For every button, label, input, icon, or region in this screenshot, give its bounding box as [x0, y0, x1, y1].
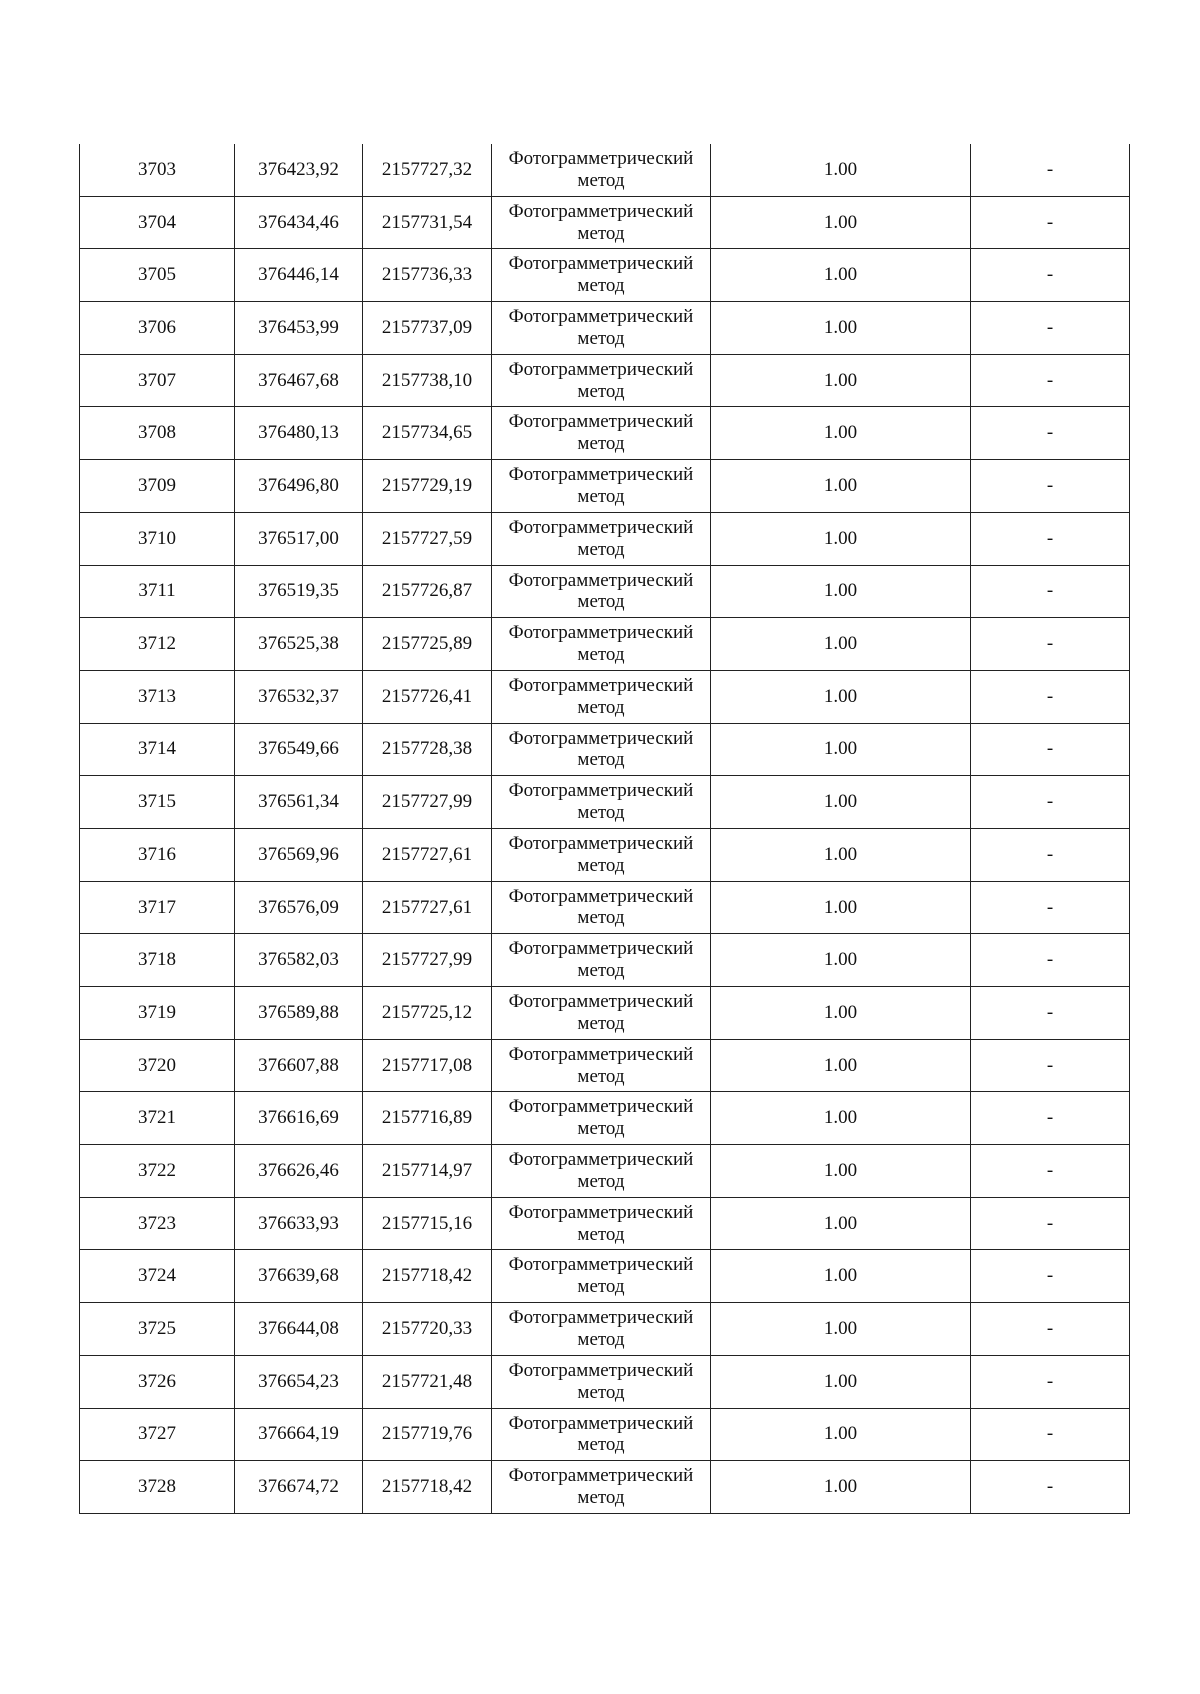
method-cell	[492, 354, 711, 407]
table-row	[80, 1250, 1130, 1303]
table-row	[80, 1092, 1130, 1145]
method-cell	[492, 1303, 711, 1356]
method-line-1: Фотограмметрический	[508, 306, 694, 328]
y-coordinate-cell: 2157716,89	[363, 1092, 492, 1145]
table-row	[80, 1145, 1130, 1198]
accuracy-cell: 1.00	[711, 196, 971, 249]
table-row	[80, 987, 1130, 1040]
accuracy-cell: 1.00	[711, 407, 971, 460]
point-number-cell: 3710	[80, 512, 235, 565]
accuracy-cell: 1.00	[711, 460, 971, 513]
note-cell: -	[971, 144, 1130, 196]
x-coordinate-cell: 376569,96	[235, 828, 363, 881]
accuracy-cell: 1.00	[711, 302, 971, 355]
note-cell: -	[971, 1408, 1130, 1461]
method-line-1: Фотограмметрический	[508, 1096, 694, 1118]
accuracy-cell: 1.00	[711, 828, 971, 881]
note-cell: -	[971, 354, 1130, 407]
method-cell	[492, 1250, 711, 1303]
x-coordinate-cell: 376434,46	[235, 196, 363, 249]
x-coordinate-cell: 376480,13	[235, 407, 363, 460]
table-row	[80, 302, 1130, 355]
x-coordinate-cell: 376626,46	[235, 1145, 363, 1198]
method-line-1: Фотограмметрический	[508, 1307, 694, 1329]
x-coordinate-cell: 376517,00	[235, 512, 363, 565]
x-coordinate-cell: 376589,88	[235, 987, 363, 1040]
method-line-2: метод	[577, 1065, 625, 1087]
accuracy-cell: 1.00	[711, 144, 971, 196]
method-line-2: метод	[577, 169, 625, 191]
method-line-1: Фотограмметрический	[508, 1412, 694, 1434]
y-coordinate-cell: 2157731,54	[363, 196, 492, 249]
point-number-cell: 3722	[80, 1145, 235, 1198]
y-coordinate-cell: 2157734,65	[363, 407, 492, 460]
table-row	[80, 618, 1130, 671]
table-row	[80, 196, 1130, 249]
method-line-2: метод	[577, 1487, 625, 1509]
point-number-cell: 3727	[80, 1408, 235, 1461]
y-coordinate-cell: 2157719,76	[363, 1408, 492, 1461]
method-cell	[492, 670, 711, 723]
note-cell: -	[971, 196, 1130, 249]
note-cell: -	[971, 934, 1130, 987]
method-cell	[492, 1092, 711, 1145]
method-line-1: Фотограмметрический	[508, 1149, 694, 1171]
accuracy-cell: 1.00	[711, 723, 971, 776]
method-line-2: метод	[577, 1434, 625, 1456]
y-coordinate-cell: 2157726,41	[363, 670, 492, 723]
table-row	[80, 1039, 1130, 1092]
table-row	[80, 565, 1130, 618]
point-number-cell: 3707	[80, 354, 235, 407]
x-coordinate-cell: 376453,99	[235, 302, 363, 355]
table-row	[80, 776, 1130, 829]
method-line-1: Фотограмметрический	[508, 1201, 694, 1223]
method-cell	[492, 407, 711, 460]
table-row	[80, 1303, 1130, 1356]
accuracy-cell: 1.00	[711, 1250, 971, 1303]
note-cell: -	[971, 1197, 1130, 1250]
method-line-1: Фотограмметрический	[508, 727, 694, 749]
note-cell: -	[971, 249, 1130, 302]
method-cell	[492, 144, 711, 196]
method-cell	[492, 987, 711, 1040]
method-line-2: метод	[577, 907, 625, 929]
table-row	[80, 407, 1130, 460]
note-cell: -	[971, 512, 1130, 565]
note-cell: -	[971, 987, 1130, 1040]
accuracy-cell: 1.00	[711, 1197, 971, 1250]
method-line-2: метод	[577, 275, 625, 297]
table-row	[80, 1408, 1130, 1461]
x-coordinate-cell: 376639,68	[235, 1250, 363, 1303]
table-row	[80, 934, 1130, 987]
x-coordinate-cell: 376616,69	[235, 1092, 363, 1145]
accuracy-cell: 1.00	[711, 1408, 971, 1461]
point-number-cell: 3716	[80, 828, 235, 881]
y-coordinate-cell: 2157737,09	[363, 302, 492, 355]
table-row	[80, 460, 1130, 513]
method-cell	[492, 1408, 711, 1461]
y-coordinate-cell: 2157725,12	[363, 987, 492, 1040]
note-cell: -	[971, 723, 1130, 776]
accuracy-cell: 1.00	[711, 1303, 971, 1356]
table-row	[80, 1461, 1130, 1514]
method-cell	[492, 776, 711, 829]
method-line-1: Фотограмметрический	[508, 1254, 694, 1276]
accuracy-cell: 1.00	[711, 1461, 971, 1514]
method-line-1: Фотограмметрический	[508, 674, 694, 696]
method-line-1: Фотограмметрический	[508, 938, 694, 960]
y-coordinate-cell: 2157728,38	[363, 723, 492, 776]
method-line-1: Фотограмметрический	[508, 516, 694, 538]
x-coordinate-cell: 376496,80	[235, 460, 363, 513]
accuracy-cell: 1.00	[711, 512, 971, 565]
point-number-cell: 3713	[80, 670, 235, 723]
method-line-1: Фотограмметрический	[508, 885, 694, 907]
method-cell	[492, 1355, 711, 1408]
table-row	[80, 1197, 1130, 1250]
method-line-2: метод	[577, 433, 625, 455]
accuracy-cell: 1.00	[711, 1039, 971, 1092]
y-coordinate-cell: 2157729,19	[363, 460, 492, 513]
point-number-cell: 3706	[80, 302, 235, 355]
table-row	[80, 828, 1130, 881]
accuracy-cell: 1.00	[711, 1092, 971, 1145]
method-line-2: метод	[577, 380, 625, 402]
y-coordinate-cell: 2157718,42	[363, 1461, 492, 1514]
method-cell	[492, 1461, 711, 1514]
x-coordinate-cell: 376664,19	[235, 1408, 363, 1461]
method-cell	[492, 1039, 711, 1092]
note-cell: -	[971, 618, 1130, 671]
point-number-cell: 3725	[80, 1303, 235, 1356]
method-cell	[492, 1197, 711, 1250]
method-cell	[492, 723, 711, 776]
point-number-cell: 3721	[80, 1092, 235, 1145]
method-line-1: Фотограмметрический	[508, 622, 694, 644]
x-coordinate-cell: 376446,14	[235, 249, 363, 302]
table-row	[80, 249, 1130, 302]
note-cell: -	[971, 881, 1130, 934]
point-number-cell: 3728	[80, 1461, 235, 1514]
note-cell: -	[971, 670, 1130, 723]
method-line-1: Фотограмметрический	[508, 569, 694, 591]
x-coordinate-cell: 376582,03	[235, 934, 363, 987]
method-line-2: метод	[577, 591, 625, 613]
x-coordinate-cell: 376532,37	[235, 670, 363, 723]
table-row	[80, 881, 1130, 934]
method-cell	[492, 302, 711, 355]
x-coordinate-cell: 376519,35	[235, 565, 363, 618]
point-number-cell: 3717	[80, 881, 235, 934]
x-coordinate-cell: 376467,68	[235, 354, 363, 407]
point-number-cell: 3720	[80, 1039, 235, 1092]
accuracy-cell: 1.00	[711, 618, 971, 671]
y-coordinate-cell: 2157715,16	[363, 1197, 492, 1250]
point-number-cell: 3723	[80, 1197, 235, 1250]
method-line-2: метод	[577, 696, 625, 718]
y-coordinate-cell: 2157727,99	[363, 776, 492, 829]
method-line-2: метод	[577, 1328, 625, 1350]
point-number-cell: 3724	[80, 1250, 235, 1303]
x-coordinate-cell: 376525,38	[235, 618, 363, 671]
note-cell: -	[971, 776, 1130, 829]
y-coordinate-cell: 2157736,33	[363, 249, 492, 302]
method-cell	[492, 512, 711, 565]
point-number-cell: 3704	[80, 196, 235, 249]
accuracy-cell: 1.00	[711, 1145, 971, 1198]
method-line-1: Фотограмметрический	[508, 1465, 694, 1487]
x-coordinate-cell: 376674,72	[235, 1461, 363, 1514]
accuracy-cell: 1.00	[711, 881, 971, 934]
accuracy-cell: 1.00	[711, 776, 971, 829]
y-coordinate-cell: 2157725,89	[363, 618, 492, 671]
accuracy-cell: 1.00	[711, 934, 971, 987]
y-coordinate-cell: 2157727,32	[363, 144, 492, 196]
method-line-1: Фотограмметрический	[508, 464, 694, 486]
method-line-2: метод	[577, 1170, 625, 1192]
note-cell: -	[971, 302, 1130, 355]
method-cell	[492, 934, 711, 987]
method-line-2: метод	[577, 327, 625, 349]
coordinates-table-body	[80, 144, 1130, 1513]
table-row	[80, 670, 1130, 723]
method-line-2: метод	[577, 749, 625, 771]
method-line-1: Фотограмметрический	[508, 148, 694, 169]
accuracy-cell: 1.00	[711, 1355, 971, 1408]
method-line-1: Фотограмметрический	[508, 780, 694, 802]
method-line-2: метод	[577, 802, 625, 824]
method-line-2: метод	[577, 1118, 625, 1140]
point-number-cell: 3715	[80, 776, 235, 829]
point-number-cell: 3714	[80, 723, 235, 776]
method-line-2: метод	[577, 1223, 625, 1245]
point-number-cell: 3708	[80, 407, 235, 460]
y-coordinate-cell: 2157721,48	[363, 1355, 492, 1408]
method-cell	[492, 460, 711, 513]
coordinates-table	[79, 144, 1130, 1514]
method-line-1: Фотограмметрический	[508, 358, 694, 380]
method-line-1: Фотограмметрический	[508, 991, 694, 1012]
note-cell: -	[971, 1461, 1130, 1514]
point-number-cell: 3719	[80, 987, 235, 1040]
x-coordinate-cell: 376644,08	[235, 1303, 363, 1356]
x-coordinate-cell: 376654,23	[235, 1355, 363, 1408]
point-number-cell: 3712	[80, 618, 235, 671]
method-cell	[492, 1145, 711, 1198]
method-line-1: Фотограмметрический	[508, 253, 694, 275]
method-line-1: Фотограмметрический	[508, 832, 694, 854]
note-cell: -	[971, 1250, 1130, 1303]
y-coordinate-cell: 2157727,61	[363, 881, 492, 934]
note-cell: -	[971, 407, 1130, 460]
y-coordinate-cell: 2157714,97	[363, 1145, 492, 1198]
x-coordinate-cell: 376576,09	[235, 881, 363, 934]
method-line-2: метод	[577, 854, 625, 876]
method-cell	[492, 565, 711, 618]
method-cell	[492, 249, 711, 302]
accuracy-cell: 1.00	[711, 354, 971, 407]
x-coordinate-cell: 376633,93	[235, 1197, 363, 1250]
note-cell: -	[971, 1145, 1130, 1198]
x-coordinate-cell: 376561,34	[235, 776, 363, 829]
y-coordinate-cell: 2157726,87	[363, 565, 492, 618]
y-coordinate-cell: 2157720,33	[363, 1303, 492, 1356]
y-coordinate-cell: 2157738,10	[363, 354, 492, 407]
accuracy-cell: 1.00	[711, 987, 971, 1040]
point-number-cell: 3726	[80, 1355, 235, 1408]
accuracy-cell: 1.00	[711, 565, 971, 618]
table-row	[80, 144, 1130, 196]
method-cell	[492, 881, 711, 934]
x-coordinate-cell: 376607,88	[235, 1039, 363, 1092]
point-number-cell: 3703	[80, 144, 235, 196]
x-coordinate-cell: 376549,66	[235, 723, 363, 776]
y-coordinate-cell: 2157718,42	[363, 1250, 492, 1303]
note-cell: -	[971, 1039, 1130, 1092]
point-number-cell: 3718	[80, 934, 235, 987]
method-line-2: метод	[577, 644, 625, 666]
method-line-2: метод	[577, 1276, 625, 1298]
method-line-2: метод	[577, 1381, 625, 1403]
note-cell: -	[971, 565, 1130, 618]
method-line-2: метод	[577, 222, 625, 244]
note-cell: -	[971, 460, 1130, 513]
table-row	[80, 1355, 1130, 1408]
point-number-cell: 3705	[80, 249, 235, 302]
y-coordinate-cell: 2157727,61	[363, 828, 492, 881]
y-coordinate-cell: 2157727,59	[363, 512, 492, 565]
method-line-1: Фотограмметрический	[508, 1359, 694, 1381]
note-cell: -	[971, 828, 1130, 881]
accuracy-cell: 1.00	[711, 670, 971, 723]
method-line-1: Фотограмметрический	[508, 200, 694, 222]
point-number-cell: 3711	[80, 565, 235, 618]
method-line-2: метод	[577, 485, 625, 507]
method-line-1: Фотограмметрический	[508, 411, 694, 433]
point-number-cell: 3709	[80, 460, 235, 513]
note-cell: -	[971, 1092, 1130, 1145]
y-coordinate-cell: 2157717,08	[363, 1039, 492, 1092]
method-cell	[492, 196, 711, 249]
note-cell: -	[971, 1303, 1130, 1356]
method-cell	[492, 828, 711, 881]
method-line-1: Фотограмметрический	[508, 1043, 694, 1065]
method-cell	[492, 618, 711, 671]
table-row	[80, 512, 1130, 565]
table-row	[80, 723, 1130, 776]
method-line-2: метод	[577, 538, 625, 560]
x-coordinate-cell: 376423,92	[235, 144, 363, 196]
method-line-2: метод	[577, 960, 625, 982]
method-line-2: метод	[577, 1012, 625, 1034]
accuracy-cell: 1.00	[711, 249, 971, 302]
y-coordinate-cell: 2157727,99	[363, 934, 492, 987]
note-cell: -	[971, 1355, 1130, 1408]
table-row	[80, 354, 1130, 407]
